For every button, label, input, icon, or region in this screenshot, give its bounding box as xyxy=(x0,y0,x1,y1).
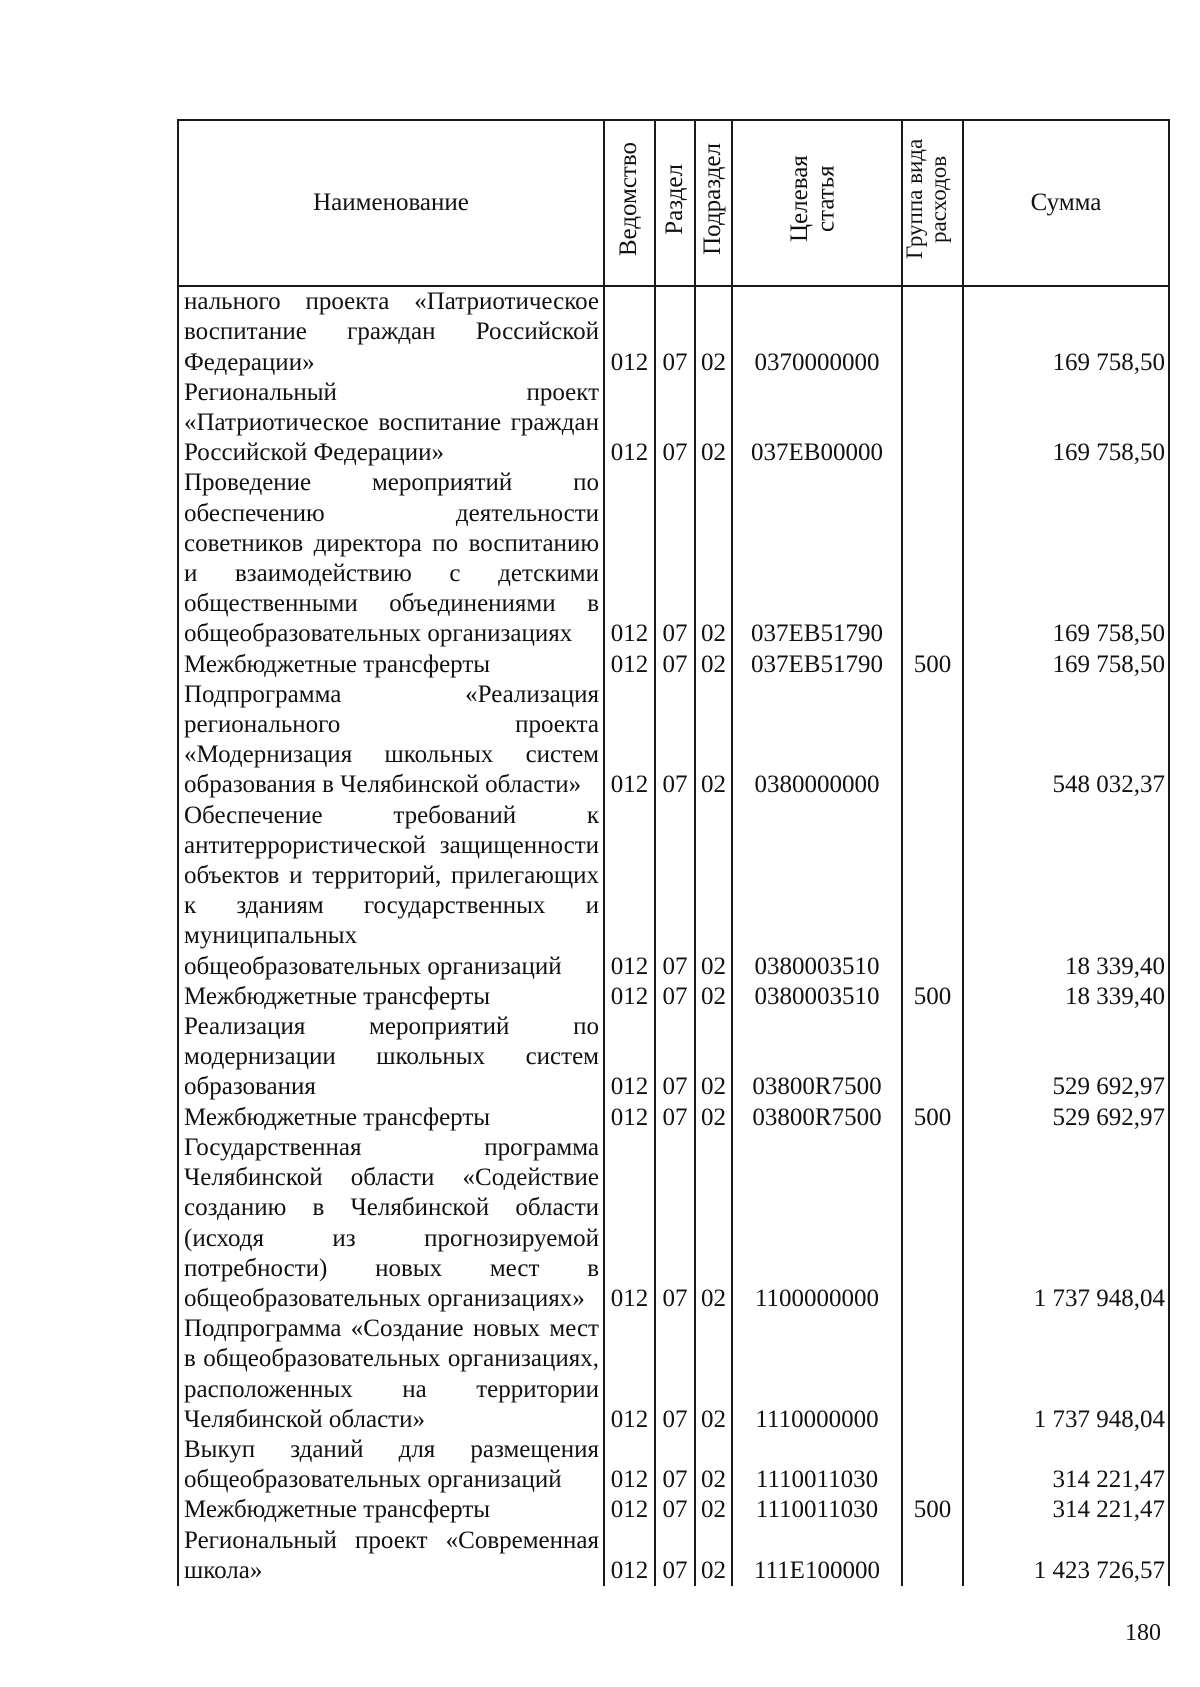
cell-group xyxy=(902,1314,963,1435)
cell-subsection: 02 xyxy=(695,1012,732,1103)
cell-group xyxy=(902,286,963,378)
cell-sum: 18 339,40 xyxy=(963,982,1169,1012)
cell-subsection: 02 xyxy=(695,1435,732,1495)
cell-target: 1110011030 xyxy=(732,1435,902,1495)
cell-section: 07 xyxy=(655,1103,695,1133)
table-row xyxy=(178,1495,1169,1525)
table-row xyxy=(178,650,1169,680)
header-ministry: Ведомство xyxy=(604,120,655,286)
cell-ministry: 012 xyxy=(604,982,655,1012)
cell-ministry: 012 xyxy=(604,1103,655,1133)
cell-name: Обеспечение требований к антитеррористической защищенности объектов и территорий, прилегающих к зданиям государственных и муниципальных общеобразовательных организаций xyxy=(178,801,604,982)
cell-group: 500 xyxy=(902,982,963,1012)
cell-subsection: 02 xyxy=(695,1314,732,1435)
cell-name: Подпрограмма «Создание новых мест в общеобразовательных организациях, расположенных на территории Челябинской области» xyxy=(178,1314,604,1435)
cell-name: Реализация мероприятий по модернизации школьных систем образования xyxy=(178,1012,604,1103)
cell-section: 07 xyxy=(655,650,695,680)
cell-section: 07 xyxy=(655,1495,695,1525)
cell-section: 07 xyxy=(655,982,695,1012)
cell-ministry: 012 xyxy=(604,1435,655,1495)
budget-table xyxy=(177,119,1170,1586)
cell-name: Межбюджетные трансферты xyxy=(178,1103,604,1133)
cell-sum: 169 758,50 xyxy=(963,650,1169,680)
cell-sum: 314 221,47 xyxy=(963,1435,1169,1495)
cell-section: 07 xyxy=(655,468,695,649)
page-number: 180 xyxy=(1125,1620,1161,1646)
cell-subsection: 02 xyxy=(695,1495,732,1525)
cell-name: нального проекта «Патриотическое воспитание граждан Российской Федерации» xyxy=(178,286,604,378)
table-row xyxy=(178,1435,1169,1495)
cell-target: 037EB00000 xyxy=(732,378,902,469)
cell-group xyxy=(902,1526,963,1586)
header-sum: Сумма xyxy=(963,120,1169,286)
header-name: Наименование xyxy=(178,120,604,286)
cell-group: 500 xyxy=(902,1103,963,1133)
cell-ministry: 012 xyxy=(604,1314,655,1435)
cell-sum: 169 758,50 xyxy=(963,378,1169,469)
cell-sum: 1 737 948,04 xyxy=(963,1133,1169,1314)
cell-group xyxy=(902,1012,963,1103)
cell-target: 1110000000 xyxy=(732,1314,902,1435)
cell-ministry: 012 xyxy=(604,1495,655,1525)
header-subsection: Подраздел xyxy=(695,120,732,286)
cell-target: 037EB51790 xyxy=(732,468,902,649)
cell-ministry: 012 xyxy=(604,468,655,649)
cell-ministry: 012 xyxy=(604,650,655,680)
cell-target: 03800R7500 xyxy=(732,1103,902,1133)
cell-target: 0380003510 xyxy=(732,801,902,982)
cell-sum: 529 692,97 xyxy=(963,1012,1169,1103)
cell-target: 0370000000 xyxy=(732,286,902,378)
cell-target: 0380000000 xyxy=(732,680,902,801)
cell-group: 500 xyxy=(902,1495,963,1525)
table-row xyxy=(178,1103,1169,1133)
cell-name: Региональный проект «Патриотическое воспитание граждан Российской Федерации» xyxy=(178,378,604,469)
cell-sum: 529 692,97 xyxy=(963,1103,1169,1133)
cell-section: 07 xyxy=(655,1435,695,1495)
cell-subsection: 02 xyxy=(695,982,732,1012)
cell-name: Межбюджетные трансферты xyxy=(178,650,604,680)
table-row xyxy=(178,1314,1169,1435)
cell-ministry: 012 xyxy=(604,378,655,469)
cell-sum: 314 221,47 xyxy=(963,1495,1169,1525)
cell-section: 07 xyxy=(655,286,695,378)
cell-section: 07 xyxy=(655,801,695,982)
table-row xyxy=(178,1133,1169,1314)
cell-subsection: 02 xyxy=(695,650,732,680)
cell-group xyxy=(902,1133,963,1314)
table-row xyxy=(178,286,1169,378)
table-header-row xyxy=(178,120,1169,286)
cell-ministry: 012 xyxy=(604,1133,655,1314)
table-row xyxy=(178,378,1169,469)
table-row xyxy=(178,801,1169,982)
cell-group: 500 xyxy=(902,650,963,680)
cell-section: 07 xyxy=(655,1314,695,1435)
cell-ministry: 012 xyxy=(604,1012,655,1103)
cell-group xyxy=(902,1435,963,1495)
cell-section: 07 xyxy=(655,378,695,469)
table-row xyxy=(178,982,1169,1012)
header-section: Раздел xyxy=(655,120,695,286)
cell-section: 07 xyxy=(655,1526,695,1586)
header-target: Целевая статья xyxy=(732,120,902,286)
cell-target: 0380003510 xyxy=(732,982,902,1012)
cell-group xyxy=(902,468,963,649)
cell-section: 07 xyxy=(655,1133,695,1314)
cell-section: 07 xyxy=(655,680,695,801)
cell-group xyxy=(902,680,963,801)
cell-ministry: 012 xyxy=(604,680,655,801)
cell-target: 111E100000 xyxy=(732,1526,902,1586)
cell-name: Выкуп зданий для размещения общеобразовательных организаций xyxy=(178,1435,604,1495)
cell-subsection: 02 xyxy=(695,1103,732,1133)
cell-sum: 169 758,50 xyxy=(963,468,1169,649)
cell-name: Региональный проект «Современная школа» xyxy=(178,1526,604,1586)
table-row xyxy=(178,680,1169,801)
cell-name: Подпрограмма «Реализация регионального проекта «Модернизация школьных систем образования в Челябинской области» xyxy=(178,680,604,801)
cell-section: 07 xyxy=(655,1012,695,1103)
cell-sum: 1 737 948,04 xyxy=(963,1314,1169,1435)
table-body xyxy=(178,286,1169,1586)
cell-sum: 169 758,50 xyxy=(963,286,1169,378)
cell-target: 1110011030 xyxy=(732,1495,902,1525)
cell-ministry: 012 xyxy=(604,1526,655,1586)
cell-subsection: 02 xyxy=(695,680,732,801)
table-row xyxy=(178,468,1169,649)
cell-target: 037EB51790 xyxy=(732,650,902,680)
header-group: Группа вида расходов xyxy=(902,120,963,286)
cell-subsection: 02 xyxy=(695,468,732,649)
cell-target: 03800R7500 xyxy=(732,1012,902,1103)
cell-name: Государственная программа Челябинской области «Содействие созданию в Челябинской области (исходя из прогнозируемой потребности) новых мест в общеобразовательных организациях» xyxy=(178,1133,604,1314)
table-row xyxy=(178,1526,1169,1586)
cell-ministry: 012 xyxy=(604,801,655,982)
cell-ministry: 012 xyxy=(604,286,655,378)
cell-subsection: 02 xyxy=(695,801,732,982)
cell-sum: 548 032,37 xyxy=(963,680,1169,801)
cell-group xyxy=(902,801,963,982)
cell-group xyxy=(902,378,963,469)
cell-subsection: 02 xyxy=(695,1133,732,1314)
cell-sum: 18 339,40 xyxy=(963,801,1169,982)
cell-name: Проведение мероприятий по обеспечению деятельности советников директора по воспитанию и взаимодействию с детскими общественными объединениями в общеобразовательных организациях xyxy=(178,468,604,649)
cell-sum: 1 423 726,57 xyxy=(963,1526,1169,1586)
cell-target: 1100000000 xyxy=(732,1133,902,1314)
table-row xyxy=(178,1012,1169,1103)
cell-subsection: 02 xyxy=(695,378,732,469)
cell-name: Межбюджетные трансферты xyxy=(178,982,604,1012)
cell-subsection: 02 xyxy=(695,286,732,378)
cell-subsection: 02 xyxy=(695,1526,732,1586)
cell-name: Межбюджетные трансферты xyxy=(178,1495,604,1525)
